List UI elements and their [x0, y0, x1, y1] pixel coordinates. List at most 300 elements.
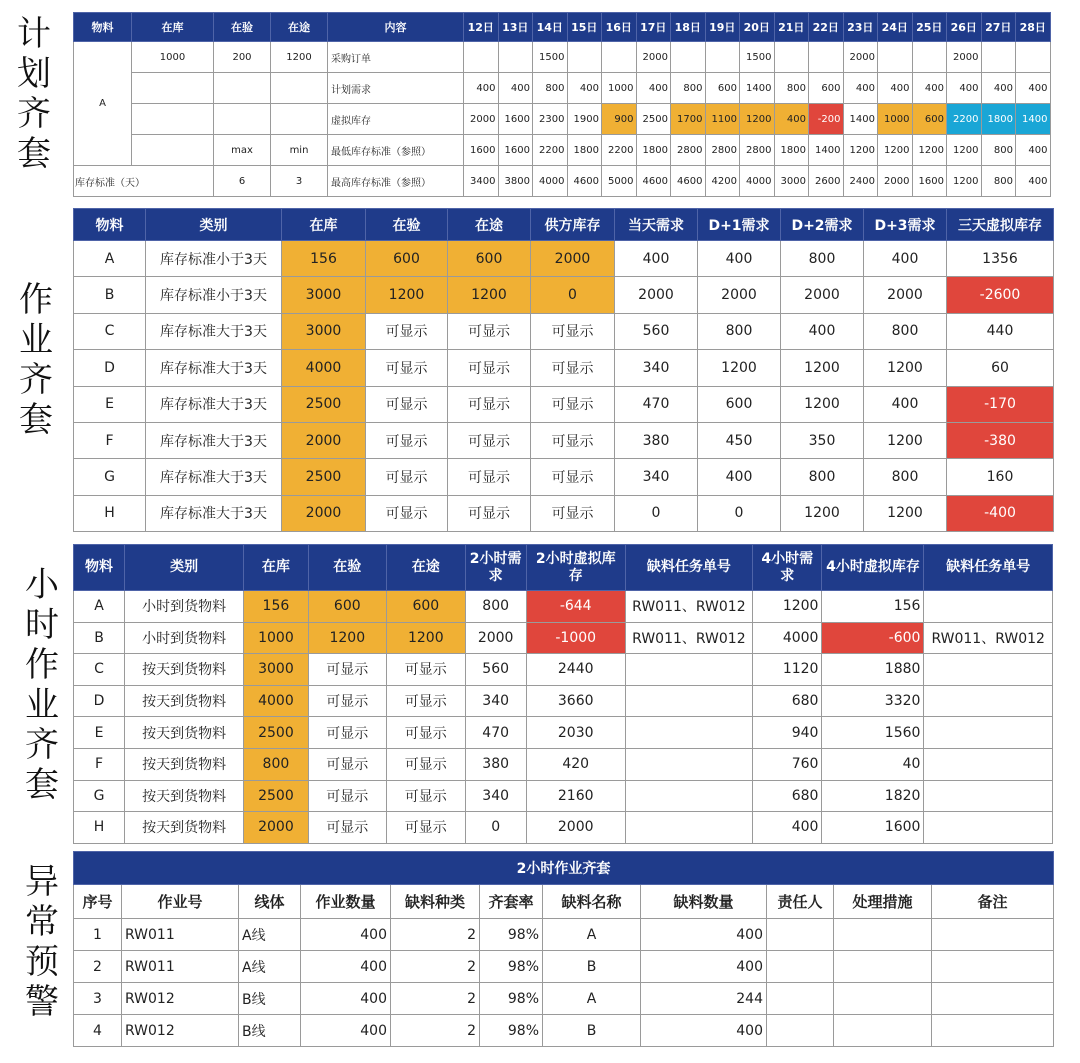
column-header: 缺料名称: [543, 885, 641, 919]
table-cell: 400: [641, 951, 767, 983]
day-value-cell: 1100: [705, 104, 740, 135]
table-cell: 1200: [698, 350, 781, 386]
header-row: [74, 885, 1054, 919]
table-cell: 可显示: [366, 422, 448, 458]
table-cell: 400: [698, 241, 781, 277]
column-header: 在验: [308, 545, 387, 591]
table-cell: 可显示: [531, 495, 615, 531]
day-value-cell: 1200: [912, 135, 947, 166]
table-cell: RW011、RW012: [625, 591, 752, 623]
day-value-cell: 1600: [498, 104, 533, 135]
day-value-cell: -200: [809, 104, 844, 135]
table-cell: 4000: [753, 622, 822, 654]
table-row: [74, 459, 1054, 495]
day-value-cell: 400: [947, 73, 982, 104]
inspect-cell: [214, 104, 271, 135]
day-value-cell: 1600: [464, 135, 499, 166]
day-value-cell: 400: [464, 73, 499, 104]
table-cell: 0: [615, 495, 698, 531]
plan-kit-table: [73, 12, 1051, 197]
column-header: 在验: [366, 209, 448, 241]
table-cell: 400: [301, 983, 391, 1015]
content-cell: 采购订单: [328, 42, 464, 73]
table-row: [74, 495, 1054, 531]
table-cell: [834, 1015, 932, 1047]
table-cell: 0: [531, 277, 615, 313]
column-header: 2小时需求: [465, 545, 526, 591]
table-cell: [625, 654, 752, 686]
day-value-cell: [1016, 42, 1051, 73]
day-value-cell: 4600: [636, 166, 671, 197]
day-value-cell: 2000: [636, 42, 671, 73]
day-header: 17日: [636, 13, 671, 42]
table-cell: 库存标准大于3天: [146, 459, 282, 495]
table-cell: 400: [301, 1015, 391, 1047]
table-cell: 可显示: [448, 495, 531, 531]
work-kit-table: [73, 208, 1054, 532]
table-cell: 可显示: [531, 313, 615, 349]
day-value-cell: 2200: [533, 135, 568, 166]
table-cell: 3000: [244, 654, 308, 686]
table-cell: 2500: [282, 459, 366, 495]
in-stock-cell: [132, 135, 214, 166]
table-cell: RW012: [122, 983, 239, 1015]
table-row: [74, 422, 1054, 458]
table-cell: 600: [366, 241, 448, 277]
table-cell: 可显示: [531, 386, 615, 422]
table-row: [74, 166, 1051, 197]
table-cell: 420: [526, 748, 625, 780]
table-row: [74, 983, 1054, 1015]
table-cell: 库存标准大于3天: [146, 495, 282, 531]
table-cell: 340: [465, 685, 526, 717]
table-cell: 400: [641, 1015, 767, 1047]
table-cell: H: [74, 812, 125, 844]
table-cell: 3: [74, 983, 122, 1015]
transit-cell: 1200: [271, 42, 328, 73]
table-cell: 800: [781, 459, 864, 495]
table-cell: 可显示: [387, 685, 466, 717]
day-value-cell: 800: [533, 73, 568, 104]
column-header: 物料: [74, 13, 132, 42]
table-cell: 可显示: [448, 386, 531, 422]
in-stock-cell: [132, 104, 214, 135]
table-cell: 库存标准大于3天: [146, 386, 282, 422]
table-cell: G: [74, 459, 146, 495]
day-header: 28日: [1016, 13, 1051, 42]
day-value-cell: 5000: [602, 166, 637, 197]
table-cell: 2: [391, 983, 480, 1015]
content-cell: 计划需求: [328, 73, 464, 104]
inspect-cell: 6: [214, 166, 271, 197]
day-value-cell: [705, 42, 740, 73]
day-value-cell: 1800: [567, 135, 602, 166]
table-cell: RW011: [122, 919, 239, 951]
table-cell: 2000: [698, 277, 781, 313]
table-cell: 2500: [244, 780, 308, 812]
table-row: [74, 951, 1054, 983]
table-cell: RW011、RW012: [924, 622, 1053, 654]
day-header: 27日: [981, 13, 1016, 42]
table-cell: [932, 983, 1054, 1015]
day-value-cell: 400: [1016, 166, 1051, 197]
day-value-cell: 2200: [947, 104, 982, 135]
table-cell: 2000: [465, 622, 526, 654]
column-header: 齐套率: [480, 885, 543, 919]
table-cell: -400: [947, 495, 1054, 531]
table-row: [74, 591, 1053, 623]
day-value-cell: 1800: [981, 104, 1016, 135]
day-header: 15日: [567, 13, 602, 42]
day-value-cell: [809, 42, 844, 73]
day-header: 14日: [533, 13, 568, 42]
table-cell: 库存标准大于3天: [146, 350, 282, 386]
column-header: 在验: [214, 13, 271, 42]
day-value-cell: 2000: [464, 104, 499, 135]
table-cell: 400: [615, 241, 698, 277]
table-cell: 可显示: [308, 812, 387, 844]
day-value-cell: 600: [705, 73, 740, 104]
table-cell: 2000: [864, 277, 947, 313]
table-cell: 600: [698, 386, 781, 422]
table-cell: A线: [239, 951, 301, 983]
table-cell: 库存标准大于3天: [146, 422, 282, 458]
table-cell: 1820: [822, 780, 924, 812]
day-value-cell: [774, 42, 809, 73]
column-header: 当天需求: [615, 209, 698, 241]
table-cell: 3320: [822, 685, 924, 717]
day-value-cell: 1500: [533, 42, 568, 73]
table-cell: C: [74, 654, 125, 686]
table-cell: 350: [781, 422, 864, 458]
table-cell: A: [74, 591, 125, 623]
content-cell: 最低库存标准（参照）: [328, 135, 464, 166]
material-cell: A: [74, 42, 132, 166]
day-value-cell: 400: [1016, 135, 1051, 166]
day-value-cell: 800: [671, 73, 706, 104]
table-cell: 可显示: [308, 748, 387, 780]
table-cell: 可显示: [531, 350, 615, 386]
table-cell: 760: [753, 748, 822, 780]
column-header: 缺料种类: [391, 885, 480, 919]
day-value-cell: 2200: [602, 135, 637, 166]
day-value-cell: 1400: [1016, 104, 1051, 135]
table-cell: D: [74, 350, 146, 386]
day-value-cell: 3400: [464, 166, 499, 197]
table-cell: 可显示: [448, 459, 531, 495]
day-header: 21日: [774, 13, 809, 42]
table-cell: [932, 919, 1054, 951]
table-cell: 2500: [244, 717, 308, 749]
table-cell: 可显示: [387, 654, 466, 686]
column-header: D+3需求: [864, 209, 947, 241]
day-value-cell: [464, 42, 499, 73]
day-value-cell: 3000: [774, 166, 809, 197]
table-cell: 156: [244, 591, 308, 623]
day-value-cell: 2500: [636, 104, 671, 135]
table-cell: 1200: [781, 350, 864, 386]
section-label-char: 业: [25, 685, 59, 725]
table-cell: [924, 685, 1053, 717]
section-label-char: 异: [25, 862, 59, 902]
table-cell: RW011: [122, 951, 239, 983]
day-value-cell: 2800: [740, 135, 775, 166]
day-value-cell: 1800: [774, 135, 809, 166]
day-value-cell: 1700: [671, 104, 706, 135]
table-cell: -1000: [526, 622, 625, 654]
day-value-cell: 400: [567, 73, 602, 104]
table-cell: 可显示: [531, 459, 615, 495]
table-cell: 1200: [387, 622, 466, 654]
table-cell: F: [74, 422, 146, 458]
table-cell: 可显示: [531, 422, 615, 458]
table-cell: 1200: [864, 422, 947, 458]
day-header: 23日: [843, 13, 878, 42]
day-value-cell: 600: [912, 104, 947, 135]
column-header: 备注: [932, 885, 1054, 919]
column-header: 类别: [124, 545, 243, 591]
table-cell: 156: [822, 591, 924, 623]
table-cell: 60: [947, 350, 1054, 386]
alert-banner: 2小时作业齐套: [74, 852, 1054, 885]
table-cell: 600: [448, 241, 531, 277]
table-cell: 1200: [448, 277, 531, 313]
table-row: [74, 622, 1053, 654]
section-label-char: 计: [17, 14, 51, 54]
section-label-char: 常: [25, 902, 59, 942]
table-cell: 小时到货物料: [124, 622, 243, 654]
table-row: [74, 277, 1054, 313]
table-cell: 可显示: [448, 313, 531, 349]
column-header: 作业号: [122, 885, 239, 919]
table-cell: A线: [239, 919, 301, 951]
table-cell: [625, 780, 752, 812]
table-cell: 98%: [480, 951, 543, 983]
table-cell: -644: [526, 591, 625, 623]
table-cell: 可显示: [387, 748, 466, 780]
day-value-cell: [602, 42, 637, 73]
table-cell: E: [74, 386, 146, 422]
table-cell: [924, 654, 1053, 686]
table-cell: -2600: [947, 277, 1054, 313]
section-label-char: 套: [19, 400, 53, 440]
table-cell: 1880: [822, 654, 924, 686]
section-label-char: 时: [25, 605, 59, 645]
column-header: 作业数量: [301, 885, 391, 919]
table-cell: A: [543, 919, 641, 951]
day-value-cell: 400: [498, 73, 533, 104]
table-cell: 1200: [308, 622, 387, 654]
table-cell: 2: [391, 951, 480, 983]
table-cell: 680: [753, 685, 822, 717]
table-cell: 0: [698, 495, 781, 531]
table-cell: B: [543, 951, 641, 983]
table-cell: E: [74, 717, 125, 749]
inspect-cell: 200: [214, 42, 271, 73]
table-cell: 340: [615, 350, 698, 386]
column-header: 供方库存: [531, 209, 615, 241]
table-cell: 400: [753, 812, 822, 844]
table-row: [74, 919, 1054, 951]
table-cell: 800: [244, 748, 308, 780]
column-header: 缺料任务单号: [625, 545, 752, 591]
table-cell: [767, 951, 834, 983]
table-cell: 2000: [615, 277, 698, 313]
transit-cell: [271, 104, 328, 135]
table-cell: 按天到货物料: [124, 654, 243, 686]
table-cell: 可显示: [448, 422, 531, 458]
day-value-cell: 900: [602, 104, 637, 135]
day-value-cell: 1200: [740, 104, 775, 135]
table-cell: [625, 748, 752, 780]
day-header: 18日: [671, 13, 706, 42]
table-cell: 3660: [526, 685, 625, 717]
day-value-cell: [671, 42, 706, 73]
table-cell: 800: [698, 313, 781, 349]
table-cell: 800: [864, 459, 947, 495]
table-cell: 1: [74, 919, 122, 951]
table-cell: [625, 685, 752, 717]
table-cell: [834, 983, 932, 1015]
table-cell: 4: [74, 1015, 122, 1047]
table-cell: 按天到货物料: [124, 717, 243, 749]
column-header: 责任人: [767, 885, 834, 919]
section-label-char: 齐: [17, 94, 51, 134]
table-cell: 库存标准大于3天: [146, 313, 282, 349]
day-value-cell: 2000: [878, 166, 913, 197]
table-cell: 98%: [480, 919, 543, 951]
table-cell: 2000: [526, 812, 625, 844]
day-value-cell: 400: [843, 73, 878, 104]
table-cell: 2030: [526, 717, 625, 749]
column-header: 4小时需求: [753, 545, 822, 591]
table-cell: 800: [864, 313, 947, 349]
table-row: [74, 135, 1051, 166]
table-cell: 2000: [282, 422, 366, 458]
table-row: [74, 717, 1053, 749]
table-cell: [924, 591, 1053, 623]
table-cell: [625, 717, 752, 749]
day-value-cell: 400: [1016, 73, 1051, 104]
table-cell: [924, 748, 1053, 780]
table-cell: 2500: [282, 386, 366, 422]
day-value-cell: 1600: [498, 135, 533, 166]
section-label-alert: [20, 862, 64, 1022]
table-cell: 1356: [947, 241, 1054, 277]
table-cell: 2000: [531, 241, 615, 277]
table-cell: 340: [465, 780, 526, 812]
column-header: 在库: [282, 209, 366, 241]
day-value-cell: [981, 42, 1016, 73]
hourly-kit-table: [73, 544, 1053, 844]
day-value-cell: [878, 42, 913, 73]
inspect-cell: [214, 73, 271, 104]
section-label-char: 套: [25, 765, 59, 805]
table-cell: [625, 812, 752, 844]
day-value-cell: 2400: [843, 166, 878, 197]
content-cell: 虚拟库存: [328, 104, 464, 135]
table-cell: [932, 951, 1054, 983]
table-cell: 可显示: [387, 717, 466, 749]
table-cell: 450: [698, 422, 781, 458]
column-header: 物料: [74, 209, 146, 241]
table-cell: 244: [641, 983, 767, 1015]
table-cell: 4000: [244, 685, 308, 717]
table-cell: 2000: [282, 495, 366, 531]
table-cell: 可显示: [448, 350, 531, 386]
table-cell: 可显示: [366, 313, 448, 349]
day-value-cell: 2600: [809, 166, 844, 197]
table-cell: 160: [947, 459, 1054, 495]
table-row: [74, 748, 1053, 780]
stock-standard-label: 库存标准（天）: [74, 166, 214, 197]
transit-cell: min: [271, 135, 328, 166]
day-value-cell: 1000: [878, 104, 913, 135]
table-cell: 440: [947, 313, 1054, 349]
table-cell: 2000: [781, 277, 864, 313]
table-cell: 小时到货物料: [124, 591, 243, 623]
section-label-char: 齐: [19, 360, 53, 400]
table-cell: 400: [781, 313, 864, 349]
table-cell: RW012: [122, 1015, 239, 1047]
table-cell: [932, 1015, 1054, 1047]
table-row: [74, 104, 1051, 135]
day-value-cell: 4000: [740, 166, 775, 197]
table-cell: 可显示: [387, 812, 466, 844]
table-cell: 400: [301, 951, 391, 983]
day-value-cell: 4600: [567, 166, 602, 197]
table-cell: 40: [822, 748, 924, 780]
section-label-char: 划: [17, 54, 51, 94]
column-header: 类别: [146, 209, 282, 241]
table-cell: 可显示: [387, 780, 466, 812]
column-header: 线体: [239, 885, 301, 919]
table-cell: 1000: [244, 622, 308, 654]
table-cell: 2: [391, 1015, 480, 1047]
column-header: D+2需求: [781, 209, 864, 241]
table-cell: 可显示: [308, 780, 387, 812]
table-cell: 可显示: [366, 386, 448, 422]
table-cell: 2: [391, 919, 480, 951]
column-header: 处理措施: [834, 885, 932, 919]
table-cell: 可显示: [366, 459, 448, 495]
column-header: 三天虚拟库存: [947, 209, 1054, 241]
table-cell: 1200: [781, 495, 864, 531]
section-label-char: 业: [19, 320, 53, 360]
day-value-cell: 1400: [740, 73, 775, 104]
section-label-char: 警: [25, 982, 59, 1022]
day-value-cell: 2000: [843, 42, 878, 73]
table-cell: 3000: [282, 277, 366, 313]
transit-cell: [271, 73, 328, 104]
table-cell: 1200: [366, 277, 448, 313]
day-header: 19日: [705, 13, 740, 42]
day-value-cell: [498, 42, 533, 73]
day-value-cell: 1600: [912, 166, 947, 197]
column-header: 序号: [74, 885, 122, 919]
day-header: 13日: [498, 13, 533, 42]
section-label-char: 小: [25, 565, 59, 605]
table-row: [74, 42, 1051, 73]
in-stock-cell: [132, 73, 214, 104]
table-cell: 2160: [526, 780, 625, 812]
table-cell: [924, 812, 1053, 844]
table-cell: A: [543, 983, 641, 1015]
table-cell: 380: [465, 748, 526, 780]
day-header: 16日: [602, 13, 637, 42]
table-cell: 400: [641, 919, 767, 951]
day-value-cell: 4200: [705, 166, 740, 197]
